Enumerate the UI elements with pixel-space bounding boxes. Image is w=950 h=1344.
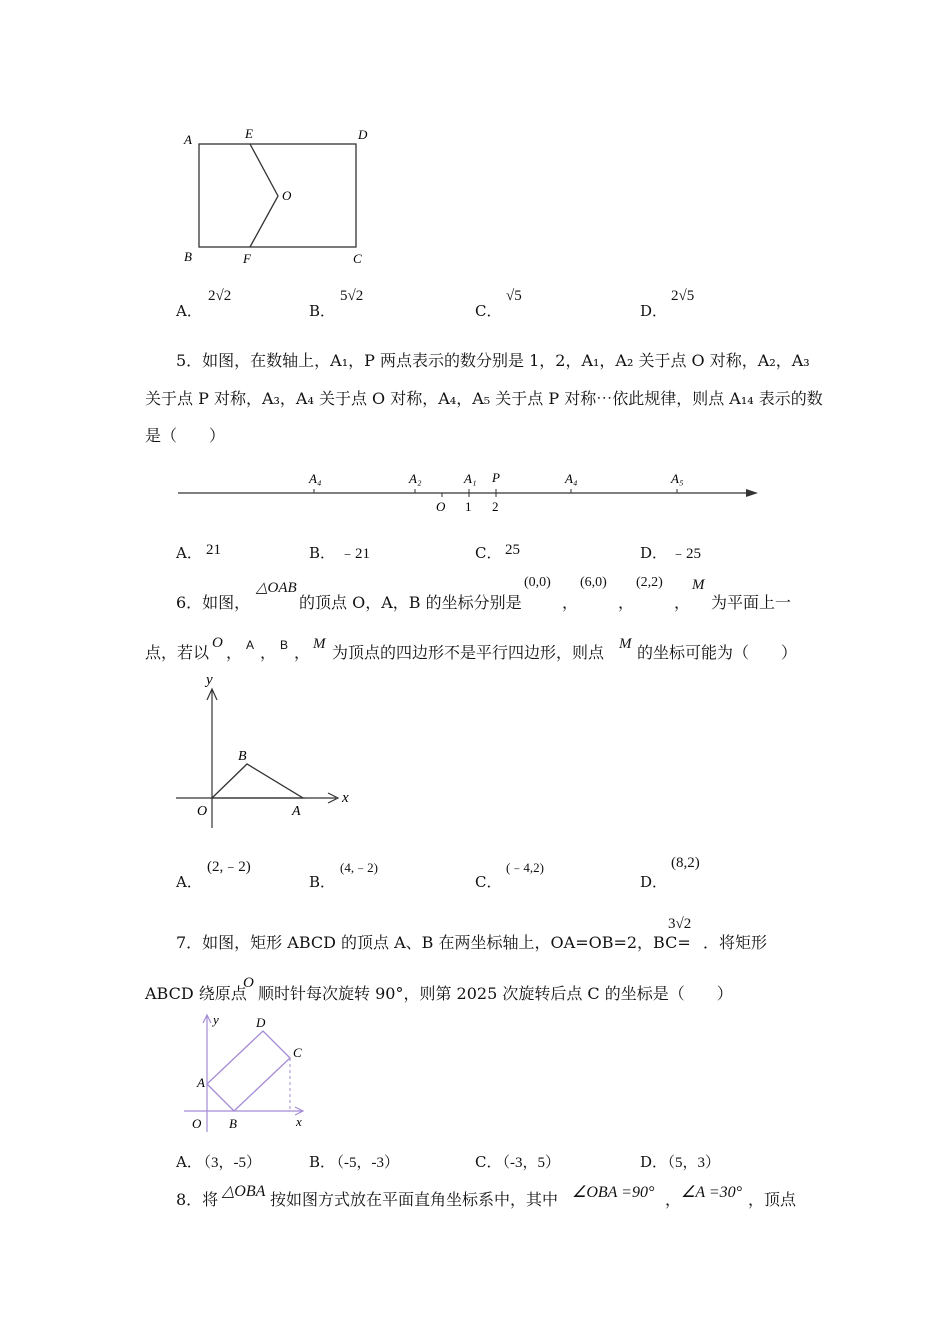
q4-label-a: A xyxy=(184,132,192,147)
q6-coord-b: (2,2) xyxy=(636,575,663,590)
q6-coord-a: (6,0) xyxy=(580,575,607,590)
q4-option-a-letter: A． xyxy=(176,302,202,320)
q6-comma-1: ， xyxy=(562,593,579,612)
q5-option-a-value: 21 xyxy=(206,542,221,558)
q7-label-o: O xyxy=(192,1116,202,1131)
q6-coord-o: (0,0) xyxy=(524,575,551,590)
q6-point-o: O xyxy=(212,635,223,651)
q5-text-line-1: 5．如图，在数轴上，A₁，P 两点表示的数分别是 1，2，A₁，A₂ 关于点 O 对称，A₂，A₃ xyxy=(176,351,810,370)
q6-text-c: 为平面上一 xyxy=(711,593,792,612)
q5-option-c-letter: C． xyxy=(475,544,502,562)
q6-comma-2: ， xyxy=(618,593,635,612)
q7-label-a: A xyxy=(197,1075,205,1090)
q7-text-line2-b: 顺时针每次旋转 90°，则第 2025 次旋转后点 C 的坐标是（ ） xyxy=(258,984,733,1003)
q5-option-d-value: ﹣25 xyxy=(671,546,702,562)
q7-point-o: O xyxy=(243,975,254,991)
q7-option-c-letter: C． xyxy=(475,1153,502,1171)
q7-label-c: C xyxy=(293,1045,302,1060)
q4-option-d-value: 2√5 xyxy=(671,288,695,304)
q7-axis-x: x xyxy=(296,1114,302,1129)
q6-triangle-oab: △OAB xyxy=(256,580,297,596)
q4-option-b-value: 5√2 xyxy=(340,288,364,304)
q8-comma: ， xyxy=(665,1190,682,1209)
q5-label-a4-left: A₄ xyxy=(309,471,322,486)
q6-option-c-value: (﹣4,2) xyxy=(506,860,544,875)
q6-axis-y: y xyxy=(206,672,213,688)
q6-option-b-value: (4,﹣2) xyxy=(340,860,378,875)
q6-point-b: B xyxy=(280,638,289,652)
q7-option-a-value: （3，-5） xyxy=(196,1155,261,1171)
q5-text-line-3: 是（ ） xyxy=(145,426,226,445)
q7-option-c-value: （-3，5） xyxy=(495,1155,560,1171)
q7-option-d-value: （5，3） xyxy=(660,1155,721,1171)
q6-m-1: M xyxy=(692,577,705,593)
q4-label-o: O xyxy=(282,188,292,203)
q8-text-a: 8．将 xyxy=(176,1190,219,1209)
q6-point-m: M xyxy=(313,636,326,652)
q5-option-b-value: ﹣21 xyxy=(340,546,371,562)
q5-label-a5: A₅ xyxy=(671,471,684,486)
q6-text-b: 的顶点 O，A，B 的坐标分别是 xyxy=(299,593,522,612)
q5-number-line-figure xyxy=(170,465,770,520)
q6-option-d-letter: D． xyxy=(640,873,668,891)
q6-label-b: B xyxy=(238,749,247,764)
q6-option-d-value: (8,2) xyxy=(671,855,700,871)
q4-label-c: C xyxy=(353,251,362,266)
q7-axis-y: y xyxy=(213,1012,219,1027)
q6-option-a-letter: A． xyxy=(176,873,202,891)
q4-option-b-letter: B． xyxy=(309,302,336,320)
q6-point-a: A xyxy=(246,638,255,652)
q6-option-b-letter: B． xyxy=(309,873,336,891)
q7-option-a-letter: A． xyxy=(176,1153,202,1171)
q7-rectangle-figure xyxy=(180,1010,320,1135)
q6-option-a-value: (2,﹣2) xyxy=(207,859,251,875)
q4-label-e: E xyxy=(245,126,253,141)
q6-label-a: A xyxy=(292,804,301,819)
q4-label-b: B xyxy=(184,249,192,264)
q5-label-1: 1 xyxy=(465,499,472,514)
q7-bc-value: 3√2 xyxy=(668,916,692,932)
q8-angle-oba: ∠OBA =90° xyxy=(572,1184,655,1201)
q8-angle-a: ∠A =30° xyxy=(681,1184,743,1201)
q5-label-o: O xyxy=(436,499,446,514)
q7-option-b-value: （-5，-3） xyxy=(329,1155,399,1171)
q7-text-line1-end: ．将矩形 xyxy=(703,933,768,952)
q6-text-a: 6．如图， xyxy=(176,593,251,612)
q6-text-line2-a: 点，若以 xyxy=(145,643,210,662)
q7-text-line1: 7．如图，矩形 ABCD 的顶点 A、B 在两坐标轴上，OA=OB=2，BC= xyxy=(176,933,691,952)
q7-label-b: B xyxy=(229,1116,237,1131)
q6-point-m2: M xyxy=(619,636,632,652)
q4-label-d: D xyxy=(358,127,368,142)
q6-option-c-letter: C． xyxy=(475,873,502,891)
q7-option-b-letter: B． xyxy=(309,1153,336,1171)
q4-option-a-value: 2√2 xyxy=(208,288,232,304)
q8-text-b: 按如图方式放在平面直角坐标系中，其中 xyxy=(270,1190,559,1209)
q4-option-c-letter: C． xyxy=(475,302,502,320)
q5-label-2: 2 xyxy=(492,499,499,514)
q6-text-line2-end: 的坐标可能为（ ） xyxy=(637,643,798,662)
q5-option-c-value: 25 xyxy=(505,542,520,558)
q6-comma-3: ， xyxy=(674,593,691,612)
q5-label-a4-right: A₄ xyxy=(565,471,578,486)
q4-label-f: F xyxy=(243,251,251,266)
q5-label-a2: A₂ xyxy=(409,471,422,486)
q6-text-line2-tail: 为顶点的四边形不是平行四边形，则点 xyxy=(332,643,605,662)
q7-option-d-letter: D． xyxy=(640,1153,668,1171)
q6-label-o: O xyxy=(197,804,208,819)
q5-label-p: P xyxy=(492,470,500,485)
q5-label-a1: A₁ xyxy=(464,471,477,486)
q6-coordinate-figure xyxy=(170,668,370,828)
q6-axis-x: x xyxy=(342,790,349,806)
q8-triangle-oba: △OBA xyxy=(222,1183,266,1200)
q7-text-line2-a: ABCD 绕原点 xyxy=(145,984,247,1003)
q5-option-d-letter: D． xyxy=(640,544,668,562)
q5-text-line-2: 关于点 P 对称，A₃，A₄ 关于点 O 对称，A₄，A₅ 关于点 P 对称⋯依此规律，则点 A₁₄ 表示的数 xyxy=(145,389,823,408)
q4-option-c-value: √5 xyxy=(506,288,522,304)
q7-label-d: D xyxy=(256,1015,266,1030)
q4-rectangle-figure xyxy=(170,120,390,270)
q5-option-b-letter: B． xyxy=(309,544,336,562)
q4-option-d-letter: D． xyxy=(640,302,668,320)
q8-text-end: ，顶点 xyxy=(748,1190,797,1209)
q5-option-a-letter: A． xyxy=(176,544,202,562)
